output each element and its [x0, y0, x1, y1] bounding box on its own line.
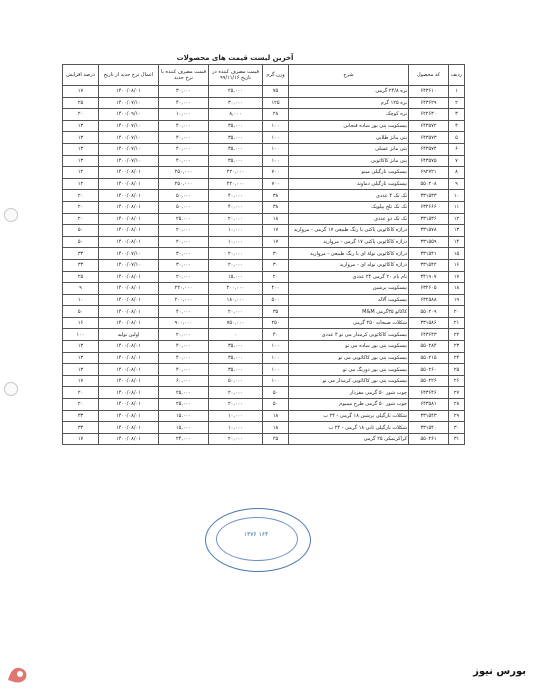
- table-cell: ۳۵,۰۰۰: [209, 120, 263, 132]
- punch-hole-icon: [4, 382, 18, 396]
- table-cell: بام بام ۲۰ گرمی ۲۴ عددی: [289, 271, 409, 283]
- punch-hole-icon: [4, 208, 18, 222]
- table-cell: تک تک ۴ عددی: [289, 190, 409, 202]
- table-cell: ۱۱: [449, 201, 465, 213]
- table-cell: ۱۴۰۰/۰۸/۰۱: [99, 167, 159, 179]
- table-cell: ۱۹: [449, 294, 465, 306]
- table-cell: ۳۳۱۵۳۳: [409, 190, 449, 202]
- stamp-inner-ring: [216, 517, 298, 561]
- table-cell: پتی مانژ عسلی: [289, 143, 409, 155]
- table-cell: ۲۰: [449, 306, 465, 318]
- table-cell: ۱۴۰۰/۰۸/۰۱: [99, 317, 159, 329]
- table-cell: ۱۰۰: [263, 375, 289, 387]
- table-row: [63, 190, 465, 202]
- table-cell: ۵۰,۰۰۰: [209, 375, 263, 387]
- table-cell: ۱۳: [63, 155, 99, 167]
- table-cell: ۲۴: [449, 352, 465, 364]
- table-cell: ۱۰,۰۰۰: [209, 422, 263, 434]
- table-cell: ۱۵,۰۰۰: [159, 410, 209, 422]
- table-cell: ۶۳۲۶۶۶: [409, 201, 449, 213]
- table-cell: نره ۲۴/۸ گرمی: [289, 86, 409, 98]
- table-cell: تک تک دو عددی: [289, 213, 409, 225]
- table-cell: ۶۴۳۵۷۳: [409, 132, 449, 144]
- table-cell: ۵۰: [63, 306, 99, 318]
- table-cell: ۱۴۰۰/۰۸/۰۱: [99, 306, 159, 318]
- table-cell: ۳۳۱۵۴۰: [409, 422, 449, 434]
- table-cell: ۱۴۰۰/۰۸/۰۱: [99, 387, 159, 399]
- table-cell: ۲۲۰,۰۰۰: [209, 167, 263, 179]
- table-cell: ۳۳۱۵۴۱: [409, 248, 449, 260]
- table-cell: ۲۰۰,۰۰۰: [159, 294, 209, 306]
- table-cell: ۱۰,۰۰۰: [209, 236, 263, 248]
- table-cell: ۳۳: [63, 410, 99, 422]
- table-cell: ۵۵۰۲۶۱: [409, 433, 449, 445]
- table-header-row: [63, 65, 465, 86]
- table-cell: ۱۲: [63, 167, 99, 179]
- table-cell: ۲۵: [263, 433, 289, 445]
- table-cell: پتی مانژ کاکائویی: [289, 155, 409, 167]
- table-cell: ۳۸: [263, 190, 289, 202]
- document-title: آخرین لیست قیمت های محصولات: [176, 54, 294, 62]
- table-cell: ۱۳: [63, 352, 99, 364]
- table-cell: اولین تولید: [99, 329, 159, 341]
- table-row: [63, 259, 465, 271]
- table-cell: بیسکویت نارگیلی مینو: [289, 167, 409, 179]
- table-row: [63, 201, 465, 213]
- column-header: قیمت مصرف کننده در تاریخ ۹۹/۱۱/۱۶: [209, 65, 263, 86]
- table-row: [63, 120, 465, 132]
- table-cell: ۱۷: [263, 236, 289, 248]
- table-cell: ۲۵: [63, 271, 99, 283]
- table-cell: بیسکویت پرشین: [289, 283, 409, 295]
- table-cell: ۱۴۰۰/۰۷/۱۰: [99, 143, 159, 155]
- table-cell: ۵۰,۰۰۰: [159, 190, 209, 202]
- table-cell: ۲۲۰,۰۰۰: [159, 283, 209, 295]
- table-cell: ۱۴۰۰/۰۸/۰۱: [99, 433, 159, 445]
- table-cell: ۱۷: [63, 375, 99, 387]
- table-cell: ۹: [449, 178, 465, 190]
- table-cell: ۶۴۳۵۸۱: [409, 399, 449, 411]
- table-cell: کاکائو ۳۵گرمی M&M: [289, 306, 409, 318]
- table-cell: ۵۵۰۲۰۹: [409, 306, 449, 318]
- table-cell: ۳۳: [63, 248, 99, 260]
- table-cell: ۲۵,۰۰۰: [159, 399, 209, 411]
- table-cell: دراژه کاکائویی توله ای - مروارید: [289, 259, 409, 271]
- table-cell: ۱۴۰۰/۰۸/۰۱: [99, 375, 159, 387]
- table-cell: ۳۳: [63, 259, 99, 271]
- table-cell: ۶۲۲۶۳۰: [409, 109, 449, 121]
- table-row: [63, 294, 465, 306]
- table-row: [63, 306, 465, 318]
- table-cell: ۳۱: [449, 433, 465, 445]
- table-row: [63, 375, 465, 387]
- table-cell: ۱۰۰: [263, 120, 289, 132]
- table-cell: ۲۰,۰۰۰: [159, 329, 209, 341]
- table-cell: ۱۵: [449, 248, 465, 260]
- company-stamp: [205, 508, 311, 572]
- table-cell: ۳۰,۰۰۰: [159, 248, 209, 260]
- table-cell: ۱۰: [449, 190, 465, 202]
- table-cell: ۱۰۰: [263, 364, 289, 376]
- table-cell: ۳۵,۰۰۰: [209, 341, 263, 353]
- table-cell: تک تک تلخ پیلوپک: [289, 201, 409, 213]
- table-cell: ۵۵۰۲۸۴: [409, 341, 449, 353]
- table-cell: ۱۰۰: [263, 341, 289, 353]
- table-cell: ۲۰: [63, 399, 99, 411]
- table-cell: ۱۴۰۰/۰۷/۱۰: [99, 155, 159, 167]
- table-cell: ۱۴۰۰/۰۸/۰۱: [99, 271, 159, 283]
- table-cell: ۳۵,۰۰۰: [209, 143, 263, 155]
- table-cell: ۷۰۰: [263, 178, 289, 190]
- table-row: [63, 132, 465, 144]
- table-row: [63, 155, 465, 167]
- table-row: [63, 213, 465, 225]
- table-cell: ۵۰۰: [263, 294, 289, 306]
- table-cell: ۲۶: [449, 375, 465, 387]
- table-cell: ۳۳۱۵۸۶: [409, 317, 449, 329]
- table-row: [63, 178, 465, 190]
- table-cell: ۳۳۱۵۵۹: [409, 236, 449, 248]
- table-cell: ۶: [449, 143, 465, 155]
- table-cell: ۳۳۱۵۴۳: [409, 410, 449, 422]
- table-cell: پتی مانژ طلایی: [289, 132, 409, 144]
- table-cell: ۱۰۰: [263, 155, 289, 167]
- table-cell: ۳۰: [449, 422, 465, 434]
- column-header: شرح: [289, 65, 409, 86]
- table-cell: ۴۰۰: [263, 283, 289, 295]
- table-cell: ۵: [449, 132, 465, 144]
- table-cell: ۱۲: [63, 178, 99, 190]
- table-cell: ۱۰,۰۰۰: [209, 410, 263, 422]
- column-header: درصد افزایش: [63, 65, 99, 86]
- table-cell: ۴۰,۰۰۰: [159, 155, 209, 167]
- table-cell: ۶۹۲۷۲۱: [409, 167, 449, 179]
- table-cell: ۱۰,۰۰۰: [159, 109, 209, 121]
- table-cell: ۶۳۲۶۰۵: [409, 283, 449, 295]
- table-cell: ۱۴۰۰/۰۸/۰۱: [99, 86, 159, 98]
- table-cell: ۱۳: [449, 225, 465, 237]
- table-cell: ۵۵۰۲۲۶: [409, 375, 449, 387]
- table-cell: ۱۸۰,۰۰۰: [209, 294, 263, 306]
- table-cell: ۳۰: [263, 248, 289, 260]
- table-cell: ۳۰: [263, 259, 289, 271]
- table-cell: ۱۰۰: [263, 352, 289, 364]
- table-cell: بیسکویت نارگیلی دماوند: [289, 178, 409, 190]
- table-cell: ۱۴۰۰/۰۷/۱۰: [99, 97, 159, 109]
- table-row: [63, 271, 465, 283]
- table-cell: ۲۰,۰۰۰: [209, 306, 263, 318]
- table-cell: دراژه کاکائویی پاکتی ۱۷ گرمی - مروارید: [289, 236, 409, 248]
- table-cell: ۱۴۰۰/۰۸/۰۱: [99, 294, 159, 306]
- table-cell: ۷۰۰: [263, 167, 289, 179]
- table-cell: ۱۰: [63, 294, 99, 306]
- table-row: [63, 248, 465, 260]
- table-cell: ۳۳: [63, 422, 99, 434]
- table-cell: ۲۰,۰۰۰: [159, 225, 209, 237]
- table-cell: ۱۰۰: [263, 132, 289, 144]
- table-cell: ۱۷: [263, 225, 289, 237]
- table-cell: شکلات نارگیلی ثانی ۱۸ گرمی - ۲۴ ب: [289, 422, 409, 434]
- table-cell: ۳۳۱۵۴۲: [409, 259, 449, 271]
- table-cell: ۴: [449, 120, 465, 132]
- table-cell: ۷: [449, 155, 465, 167]
- table-cell: بیسکویت آلاله: [289, 294, 409, 306]
- table-cell: بیسکویت پتی بور کاکائویی می تو: [289, 352, 409, 364]
- table-cell: ۱۸: [449, 283, 465, 295]
- table-cell: ۲۰,۰۰۰: [209, 399, 263, 411]
- table-cell: بیسکویت کاکائویی کرمدار می تو ۴ عددی: [289, 329, 409, 341]
- table-cell: بیسکویت پتی بور کاکائویی کرمدار می تو: [289, 375, 409, 387]
- table-cell: ۲: [449, 97, 465, 109]
- table-cell: ۵۵۰۲۱۵: [409, 352, 449, 364]
- table-cell: بیسکویت پتی بور دورنگ می تو: [289, 364, 409, 376]
- table-cell: ۲۴,۰۰۰: [159, 433, 209, 445]
- table-cell: ۲۵,۰۰۰: [159, 213, 209, 225]
- table-row: [63, 387, 465, 399]
- table-row: [63, 167, 465, 179]
- table-cell: بیسکویت پتی بور ساده قنجانی: [289, 120, 409, 132]
- table-cell: ۲۵,۰۰۰: [159, 387, 209, 399]
- table-cell: دراژه کاکائویی پاکتی با رنگ طبیعی ۱۷ گرمی - مروارید: [289, 225, 409, 237]
- table-cell: ۵۰: [63, 225, 99, 237]
- column-header: وزن گرم: [263, 65, 289, 86]
- table-cell: ۳۵,۰۰۰: [209, 352, 263, 364]
- table-cell: ۵۰: [263, 387, 289, 399]
- table-cell: ۵۰: [263, 399, 289, 411]
- table-cell: ۲۰: [63, 109, 99, 121]
- table-cell: ۴۰,۰۰۰: [159, 143, 209, 155]
- table-cell: ۱۷: [63, 433, 99, 445]
- table-cell: ۶۴۳۶۲۹: [409, 97, 449, 109]
- table-cell: ۱۰,۰۰۰: [209, 225, 263, 237]
- table-cell: ۲۰: [63, 387, 99, 399]
- column-header: ردیف: [449, 65, 465, 86]
- table-cell: ۱۵,۰۰۰: [159, 422, 209, 434]
- table-cell: ۱۳: [63, 341, 99, 353]
- table-cell: بیسکویت پتی بور ساده می تو: [289, 341, 409, 353]
- table-row: [63, 109, 465, 121]
- table-cell: ۲۵: [449, 364, 465, 376]
- table-cell: ۱۷: [63, 86, 99, 98]
- table-cell: ۳۵: [263, 306, 289, 318]
- table-cell: ۱۴۰۰/۰۸/۰۱: [99, 352, 159, 364]
- table-cell: ۱۵,۰۰۰: [209, 271, 263, 283]
- table-cell: شکلات نارگیلی پرشین ۱۸ گرمی - ۲۴ ب: [289, 410, 409, 422]
- table-cell: ۴۰,۰۰۰: [159, 132, 209, 144]
- table-cell: ۲۵۰,۰۰۰: [159, 167, 209, 179]
- source-logo-icon: [4, 662, 34, 686]
- table-cell: ۱۴۰۰/۰۷/۱۰: [99, 132, 159, 144]
- table-row: [63, 283, 465, 295]
- table-cell: ۳۵,۰۰۰: [209, 155, 263, 167]
- table-row: [63, 236, 465, 248]
- table-cell: ۴۰,۰۰۰: [159, 352, 209, 364]
- table-cell: ۱۲: [449, 213, 465, 225]
- table-cell: ۱۳: [63, 120, 99, 132]
- table-cell: ۶۳۲۵۸۸: [409, 294, 449, 306]
- table-cell: ۴۰: [263, 329, 289, 341]
- table-cell: ۲۵۰: [263, 317, 289, 329]
- table-cell: ۲۲۰,۰۰۰: [209, 178, 263, 190]
- table-cell: ۱۶: [63, 317, 99, 329]
- table-cell: ۱۰۰: [63, 329, 99, 341]
- table-cell: ۲۰۰,۰۰۰: [209, 283, 263, 295]
- table-cell: ۱۴۰۰/۰۸/۰۱: [99, 410, 159, 422]
- table-cell: ۲۵۰,۰۰۰: [159, 178, 209, 190]
- table-cell: ۹: [63, 283, 99, 295]
- table-row: [63, 352, 465, 364]
- table-row: [63, 225, 465, 237]
- table-cell: ۲۵: [63, 97, 99, 109]
- table-cell: ۱۴۰۰/۰۸/۰۱: [99, 399, 159, 411]
- table-cell: نره کوچک: [289, 109, 409, 121]
- table-row: [63, 399, 465, 411]
- table-row: [63, 364, 465, 376]
- table-row: [63, 433, 465, 445]
- table-row: [63, 329, 465, 341]
- table-cell: ۶۴۳۵۷۵: [409, 155, 449, 167]
- table-cell: ۴۰,۰۰۰: [209, 201, 263, 213]
- table-cell: ۳۵,۰۰۰: [209, 364, 263, 376]
- table-cell: ۱۴۰۰/۰۹/۱۰: [99, 109, 159, 121]
- table-cell: ۳: [449, 109, 465, 121]
- table-cell: ۱: [449, 86, 465, 98]
- table-cell: ۰: [209, 329, 263, 341]
- table-cell: ۲۰,۰۰۰: [209, 248, 263, 260]
- table-cell: ۲۸: [449, 399, 465, 411]
- table-cell: ۱۳: [63, 364, 99, 376]
- table-cell: ۲۰: [63, 190, 99, 202]
- table-cell: ۲۰,۰۰۰: [159, 271, 209, 283]
- table-cell: ۲۵,۰۰۰: [209, 86, 263, 98]
- table-cell: کراکرنمکی ۲۵ گرمی: [289, 433, 409, 445]
- table-cell: ۱۴۰۰/۰۸/۰۱: [99, 236, 159, 248]
- table-row: [63, 422, 465, 434]
- table-cell: ۲۱: [449, 317, 465, 329]
- table-cell: ۱۴۰۰/۰۷/۱۰: [99, 248, 159, 260]
- table-cell: ۲۷: [449, 387, 465, 399]
- stamp-text: ۱۶۴ ۱۳۷۶: [243, 531, 269, 538]
- table-row: [63, 341, 465, 353]
- table-cell: ۳۴۱۹۰۷: [409, 271, 449, 283]
- table-cell: ۳۸: [263, 201, 289, 213]
- table-cell: ۴۰,۰۰۰: [159, 341, 209, 353]
- column-header: قیمت مصرف کننده با نرخ جدید: [159, 65, 209, 86]
- table-cell: ۱۴۰۰/۰۸/۰۱: [99, 422, 159, 434]
- table-cell: ۸,۰۰۰: [209, 109, 263, 121]
- table-cell: ۱۶: [449, 259, 465, 271]
- table-cell: ۶۴۳۵۷۴: [409, 143, 449, 155]
- table-cell: ۱۸: [263, 213, 289, 225]
- table-cell: ۱۳: [63, 143, 99, 155]
- table-cell: ۶۰,۰۰۰: [159, 375, 209, 387]
- table-cell: ۲۰: [63, 213, 99, 225]
- table-cell: ۱۴۰۰/۰۸/۰۱: [99, 201, 159, 213]
- table-cell: ۴۰,۰۰۰: [159, 306, 209, 318]
- table-cell: ۱۴۰۰/۰۸/۰۱: [99, 283, 159, 295]
- table-cell: ۳۳۱۵۳۶: [409, 213, 449, 225]
- table-cell: ۳۰,۰۰۰: [209, 97, 263, 109]
- table-cell: ۶۴۳۵۷۲: [409, 120, 449, 132]
- table-cell: ۳۰,۰۰۰: [159, 259, 209, 271]
- table-cell: ۲۹: [449, 410, 465, 422]
- table-row: [63, 86, 465, 98]
- table-cell: ۲۰: [63, 201, 99, 213]
- table-cell: ۱۸: [263, 422, 289, 434]
- table-cell: ۳۰,۰۰۰: [159, 86, 209, 98]
- table-cell: ۶۴۳۶۴۶: [409, 387, 449, 399]
- table-cell: ۲۰,۰۰۰: [209, 433, 263, 445]
- table-row: [63, 410, 465, 422]
- table-cell: ۲۸: [263, 109, 289, 121]
- table-cell: ۲۰,۰۰۰: [159, 236, 209, 248]
- table-cell: ۲۰,۰۰۰: [209, 259, 263, 271]
- table-cell: ۱۲۵: [263, 97, 289, 109]
- column-header: اعمال نرخ جدید از تاریخ: [99, 65, 159, 86]
- table-cell: ۱۴۰۰/۰۸/۰۱: [99, 190, 159, 202]
- table-cell: دراژه کاکائویی تولهٔ ای با رنگ طبیعی - مروارید: [289, 248, 409, 260]
- table-cell: ۱۷: [449, 271, 465, 283]
- table-cell: ۳۳۱۵۷۸: [409, 225, 449, 237]
- table-row: [63, 143, 465, 155]
- table-cell: ۲۳: [449, 341, 465, 353]
- table-cell: ۱۳: [63, 132, 99, 144]
- table-cell: ۱۴۰۰/۰۸/۰۱: [99, 213, 159, 225]
- table-cell: ۱۴۰۰/۰۸/۰۱: [99, 178, 159, 190]
- column-header: کد محصول: [409, 65, 449, 86]
- table-row: [63, 317, 465, 329]
- table-cell: ۸: [449, 167, 465, 179]
- table-cell: ۷۵۰,۰۰۰: [209, 317, 263, 329]
- table-cell: ۲۲: [449, 329, 465, 341]
- table-cell: ۵۰: [63, 236, 99, 248]
- table-cell: ۵۵۰۲۰۸: [409, 178, 449, 190]
- table-cell: چوب شور ۵۰ گرمی مفزدار: [289, 387, 409, 399]
- table-cell: ۶۴۳۶۱۰: [409, 86, 449, 98]
- table-cell: ۴۰,۰۰۰: [159, 120, 209, 132]
- table-cell: نره ۱۲۵ گرم: [289, 97, 409, 109]
- table-cell: ۵۰,۰۰۰: [159, 201, 209, 213]
- table-cell: ۲۰: [263, 271, 289, 283]
- table-cell: ۱۴: [449, 236, 465, 248]
- table-cell: ۲۰,۰۰۰: [209, 387, 263, 399]
- table-cell: ۱۸: [263, 410, 289, 422]
- table-cell: ۱۴۰۰/۰۸/۰۱: [99, 225, 159, 237]
- table-cell: ۲۰,۰۰۰: [209, 213, 263, 225]
- table-cell: ۱۴۰۰/۰۸/۰۱: [99, 364, 159, 376]
- table-cell: چوب شور ۵۰ گرمی طرح مینیوم: [289, 399, 409, 411]
- price-table: [62, 64, 465, 445]
- table-cell: ۳۵,۰۰۰: [209, 132, 263, 144]
- table-cell: ۱۴۰۰/۰۷/۱۰: [99, 120, 159, 132]
- table-cell: ۱۰۰: [263, 143, 289, 155]
- table-cell: شکلات صبحانه ۲۵۰ گرمی: [289, 317, 409, 329]
- table-cell: ۶۴۳۶۴۳: [409, 329, 449, 341]
- table-cell: ۴۰,۰۰۰: [209, 190, 263, 202]
- table-cell: ۱۴۰۰/۰۷/۱۰: [99, 259, 159, 271]
- table-cell: ۴۰,۰۰۰: [159, 364, 209, 376]
- brand-watermark: بورس نیوز: [473, 666, 526, 677]
- table-row: [63, 97, 465, 109]
- table-cell: ۵۵۰۲۶۰: [409, 364, 449, 376]
- table-cell: ۹۰۰,۰۰۰: [159, 317, 209, 329]
- table-cell: ۱۴۰۰/۰۸/۰۱: [99, 341, 159, 353]
- table-cell: ۷۵: [263, 86, 289, 98]
- table-cell: ۴۰,۰۰۰: [159, 97, 209, 109]
